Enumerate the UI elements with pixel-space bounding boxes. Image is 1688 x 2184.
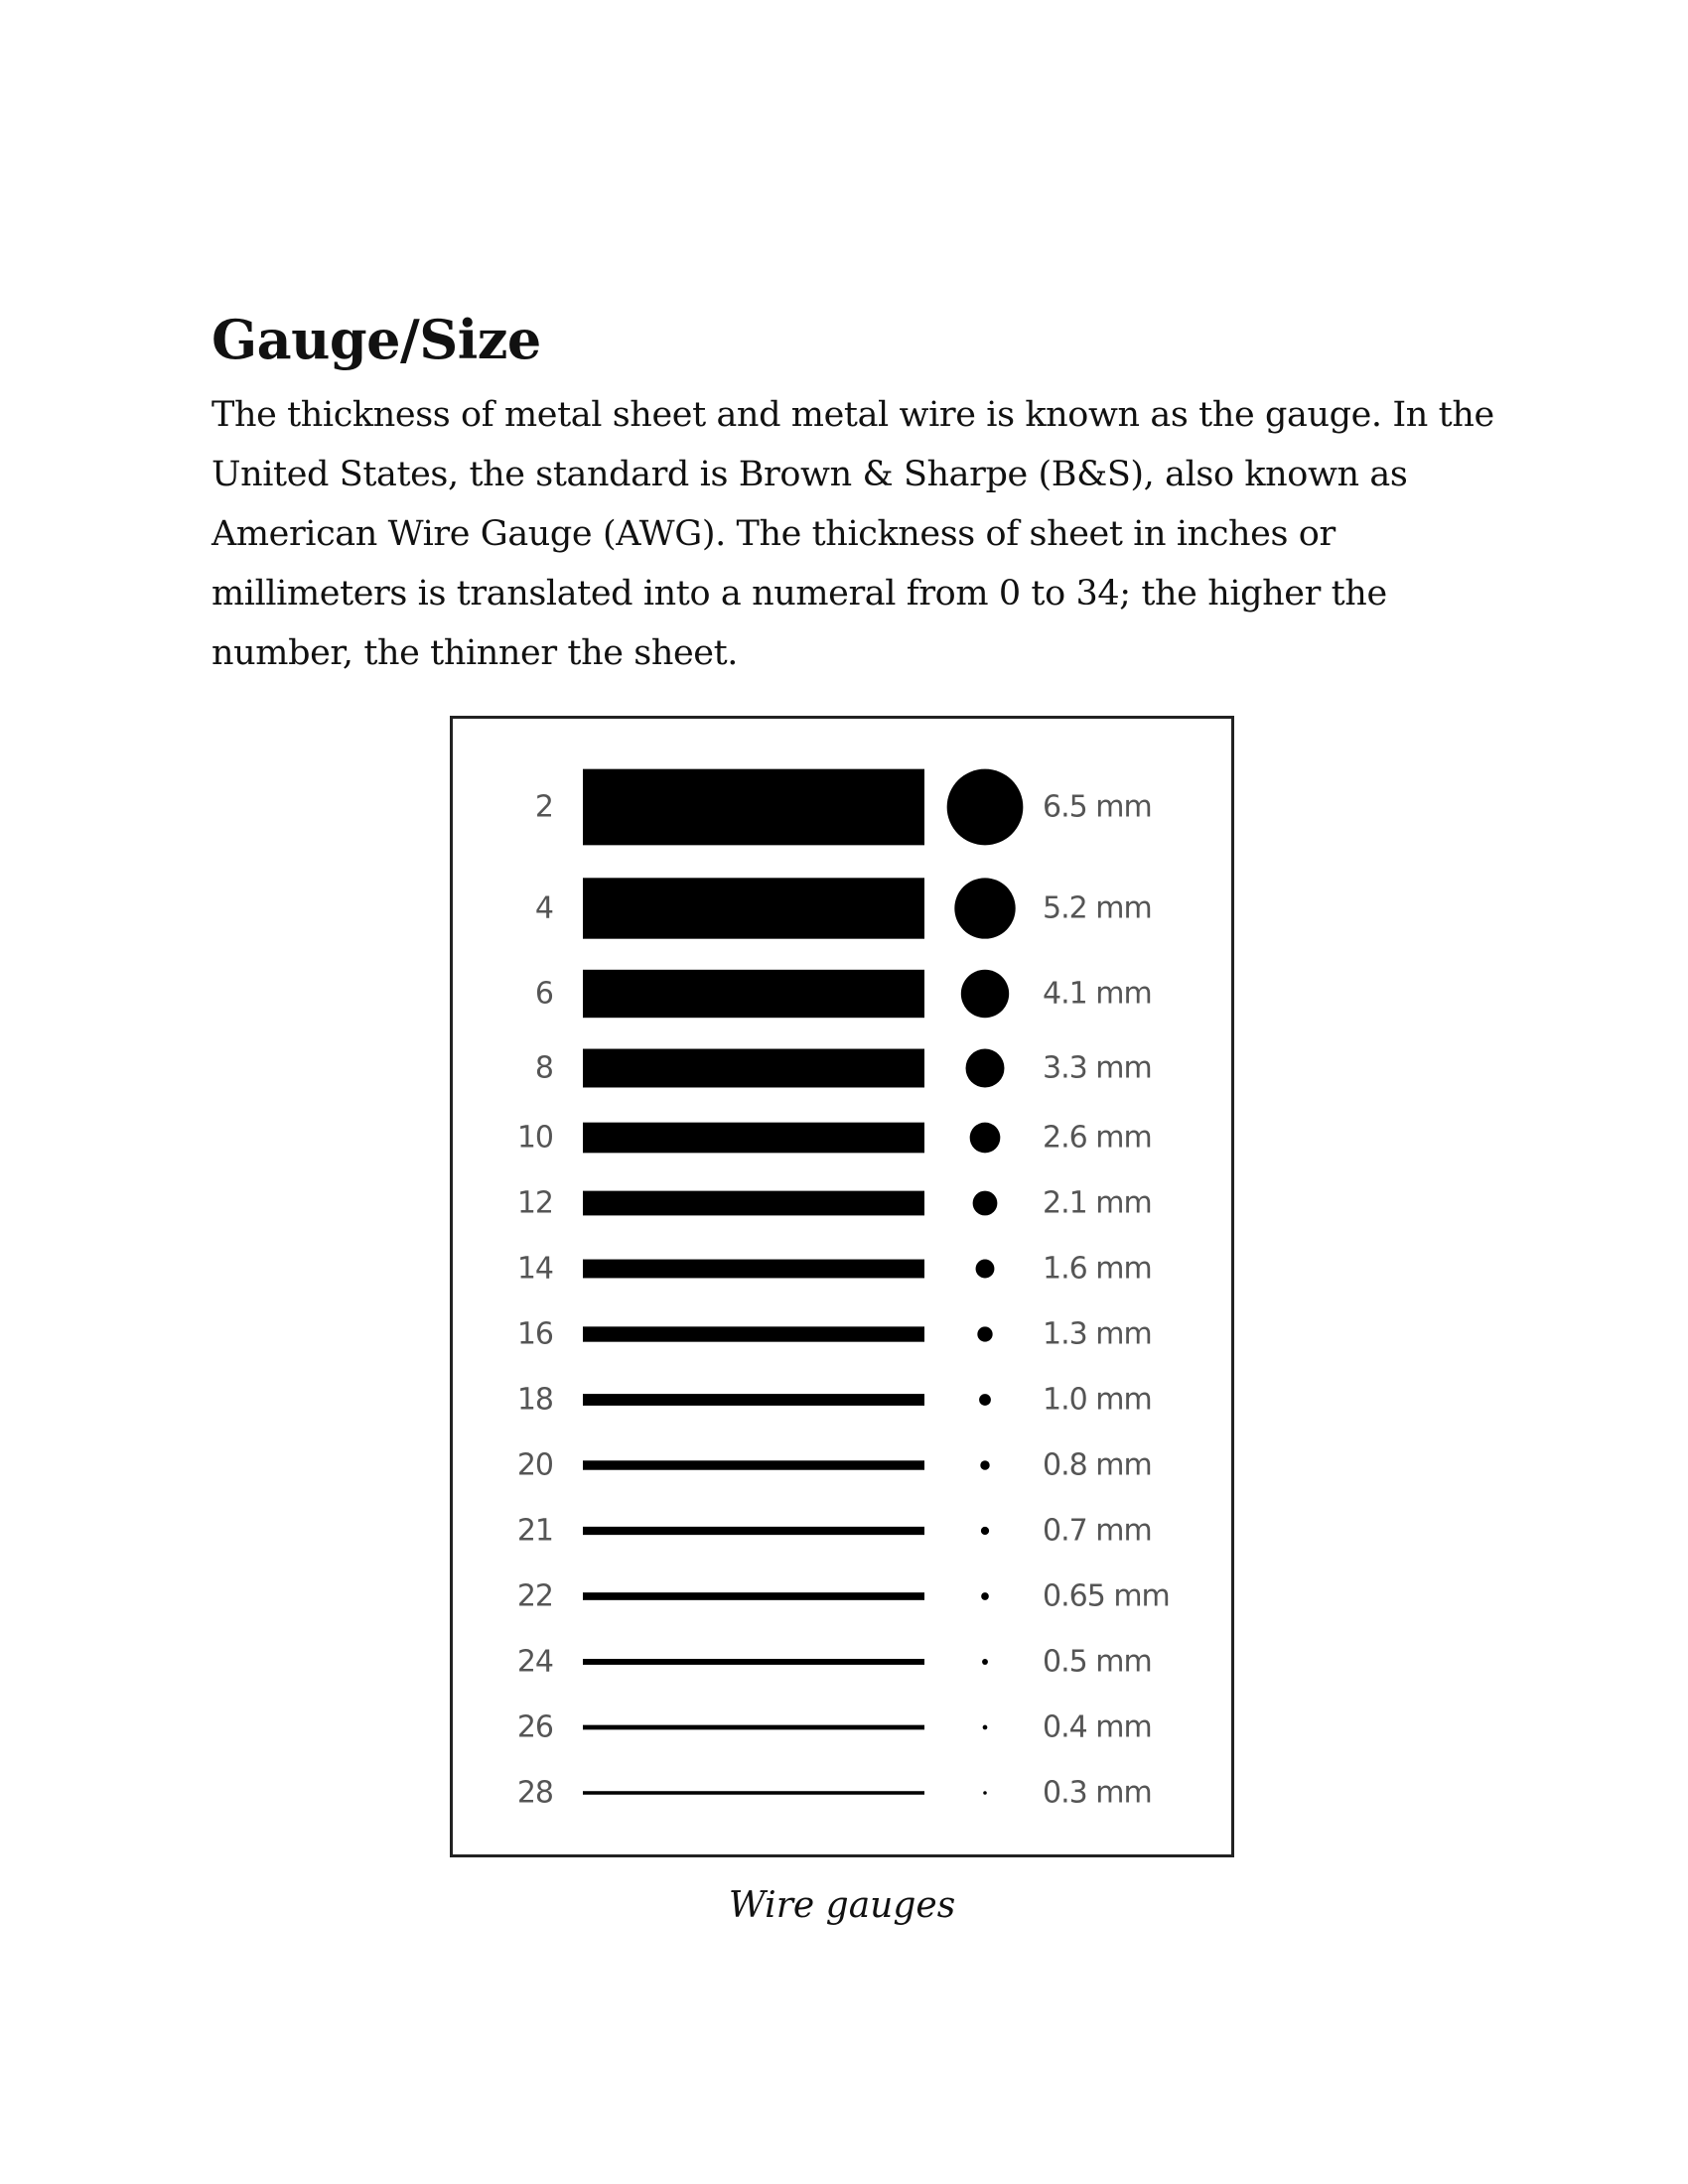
wire-cross-section-dot (966, 1049, 1005, 1088)
wire-cross-section-dot (954, 878, 1015, 938)
wire-cross-section-dot (981, 1527, 989, 1535)
gauge-row (517, 1579, 1170, 1614)
sheet-thickness-bar (583, 1394, 924, 1406)
gauge-row (517, 1645, 1152, 1680)
gauge-number-label: 4 (534, 890, 553, 926)
size-mm-label: 1.3 mm (1043, 1316, 1152, 1352)
gauge-number-label: 18 (516, 1382, 553, 1418)
sheet-thickness-bar (583, 1527, 924, 1535)
sheet-thickness-bar (583, 1049, 924, 1088)
gauge-number-label: 10 (516, 1120, 553, 1156)
size-mm-label: 0.5 mm (1043, 1644, 1152, 1680)
sheet-thickness-bar (583, 1123, 924, 1154)
size-mm-label: 3.3 mm (1043, 1050, 1152, 1086)
wire-cross-section-dot (961, 970, 1009, 1018)
gauge-row (535, 878, 1152, 938)
wire-cross-section-dot (970, 1123, 1001, 1154)
sheet-thickness-bar (583, 1791, 924, 1795)
size-mm-label: 4.1 mm (1043, 976, 1152, 1012)
sheet-thickness-bar (583, 1260, 924, 1279)
sheet-thickness-bar (583, 1191, 924, 1216)
size-mm-label: 0.7 mm (1043, 1513, 1152, 1549)
sheet-thickness-bar (583, 1326, 924, 1341)
size-mm-label: 1.0 mm (1043, 1382, 1152, 1418)
size-mm-label: 2.6 mm (1043, 1120, 1152, 1156)
size-mm-label: 0.4 mm (1043, 1709, 1152, 1745)
wire-gauge-figure (450, 716, 1234, 1857)
gauge-number-label: 22 (516, 1578, 553, 1614)
section-heading: Gauge/Size (211, 308, 541, 371)
size-mm-label: 0.65 mm (1043, 1578, 1170, 1614)
sheet-thickness-bar (583, 769, 924, 846)
gauge-number-label: 8 (534, 1050, 553, 1086)
wire-cross-section-dot (979, 1394, 991, 1406)
size-mm-label: 6.5 mm (1043, 789, 1152, 825)
gauge-number-label: 6 (534, 976, 553, 1012)
sheet-thickness-bar (583, 970, 924, 1018)
wire-cross-section-dot (981, 1592, 989, 1600)
size-mm-label: 0.3 mm (1043, 1775, 1152, 1811)
gauge-number-label: 2 (534, 789, 553, 825)
gauge-number-label: 26 (516, 1709, 553, 1745)
size-mm-label: 2.1 mm (1043, 1185, 1152, 1221)
wire-cross-section-dot (947, 769, 1024, 846)
gauge-row (517, 1448, 1152, 1483)
gauge-number-label: 28 (516, 1775, 553, 1811)
wire-cross-section-dot (983, 1725, 988, 1730)
gauge-row (517, 1121, 1152, 1156)
gauge-row (517, 1514, 1152, 1549)
gauge-row (517, 1710, 1152, 1745)
wire-cross-section-dot (976, 1260, 995, 1279)
gauge-number-label: 14 (516, 1251, 553, 1287)
gauge-number-label: 20 (516, 1447, 553, 1483)
size-mm-label: 1.6 mm (1043, 1251, 1152, 1287)
gauge-number-label: 21 (516, 1513, 553, 1549)
gauge-row (517, 1252, 1152, 1287)
sheet-thickness-bar (583, 878, 924, 938)
gauge-row (517, 1186, 1152, 1221)
gauge-row (535, 970, 1152, 1018)
gauge-row (517, 1383, 1152, 1418)
size-mm-label: 0.8 mm (1043, 1447, 1152, 1483)
gauge-row (535, 769, 1152, 846)
wire-cross-section-dot (980, 1460, 989, 1469)
gauge-number-label: 24 (516, 1644, 553, 1680)
wire-cross-section-dot (973, 1191, 998, 1216)
gauge-row (517, 1317, 1152, 1352)
wire-gauge-chart (453, 719, 1231, 1854)
body-paragraph: The thickness of metal sheet and metal wire is known as the gauge. In the United States, the standard is Brown & Sharpe (B&S), also known as American Wire Gauge (AWG). The thickness of sheet in inches or millimeters is translated into a numeral from 0 to 34; the higher the number, the thinner the sheet. (211, 395, 1494, 673)
wire-cross-section-dot (977, 1326, 992, 1341)
size-mm-label: 5.2 mm (1043, 890, 1152, 926)
sheet-thickness-bar (583, 1460, 924, 1469)
wire-cross-section-dot (983, 1791, 987, 1795)
figure-caption: Wire gauges (728, 1885, 956, 1926)
gauge-row (517, 1776, 1152, 1811)
wire-cross-section-dot (982, 1659, 988, 1665)
gauge-number-label: 16 (516, 1316, 553, 1352)
gauge-row (535, 1049, 1152, 1088)
gauge-number-label: 12 (516, 1185, 553, 1221)
sheet-thickness-bar (583, 1725, 924, 1730)
sheet-thickness-bar (583, 1659, 924, 1665)
sheet-thickness-bar (583, 1592, 924, 1600)
